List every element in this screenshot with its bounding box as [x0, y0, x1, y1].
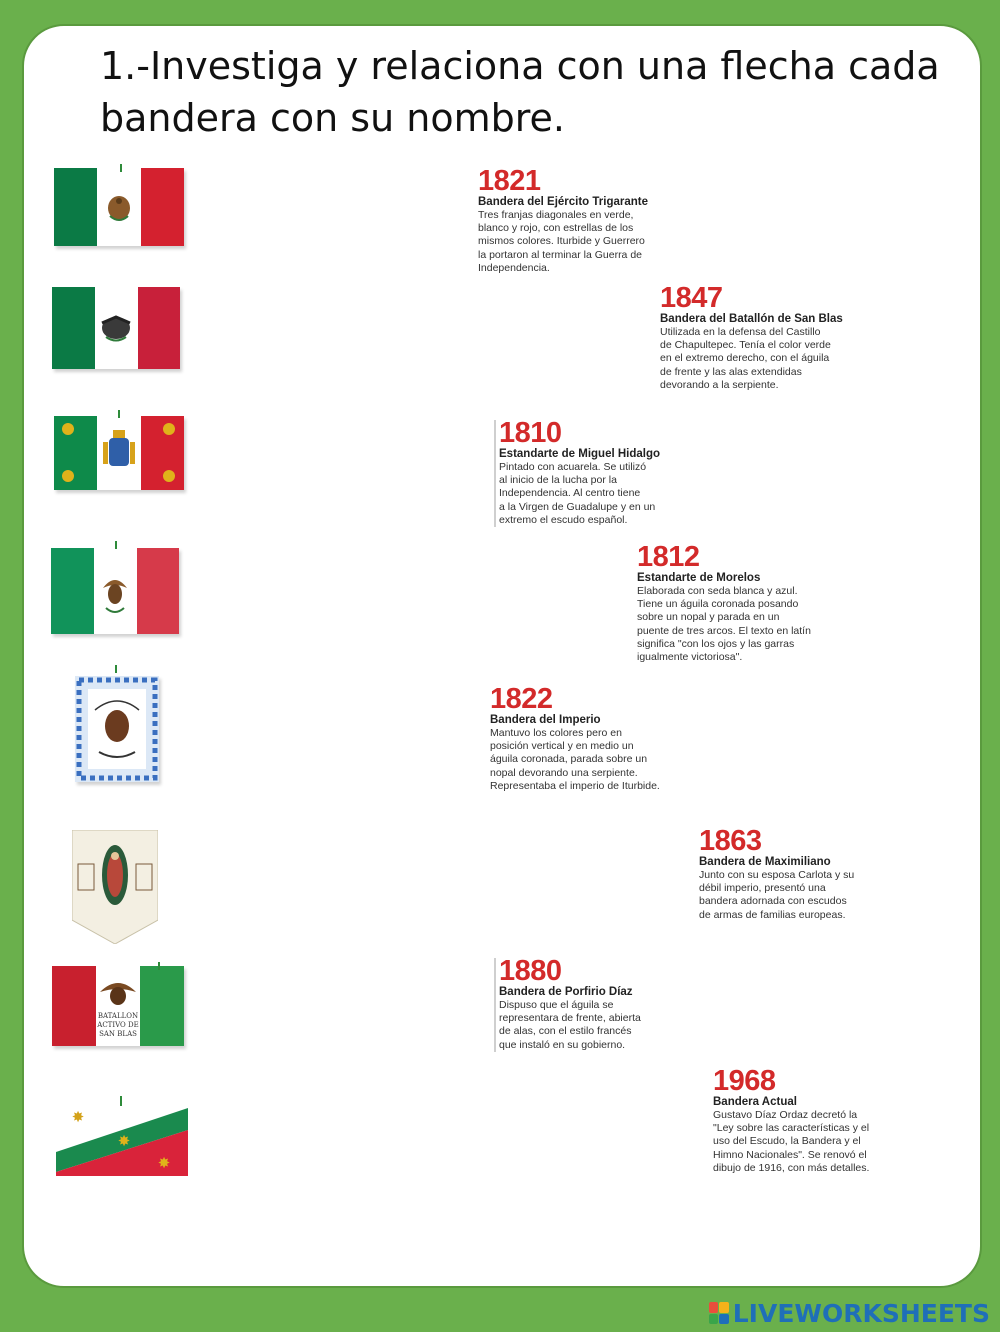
imperio-flag-icon[interactable]	[51, 548, 179, 634]
card-1821[interactable]	[478, 165, 678, 275]
modern-mexican-flag-icon[interactable]	[54, 168, 184, 246]
card-1812[interactable]	[637, 541, 837, 664]
card-year: 1812	[637, 541, 700, 573]
card-1847[interactable]	[660, 282, 870, 392]
title-line-1: 1.-Investiga y relaciona con una flecha cada	[100, 44, 940, 88]
card-name: Estandarte de Miguel Hidalgo	[499, 448, 661, 460]
card-name: Bandera Actual	[713, 1096, 797, 1108]
marker-tick	[115, 665, 117, 673]
card-name: Bandera de Porfirio Díaz	[499, 986, 633, 998]
logo-letter-l	[709, 1314, 719, 1325]
flag-text-line-2: ACTIVO DE	[97, 1021, 139, 1029]
morelos-standard-icon[interactable]	[75, 676, 159, 782]
maximiliano-flag-icon[interactable]	[54, 416, 184, 490]
card-year: 1821	[478, 165, 541, 197]
title-line-2: bandera con su nombre.	[100, 96, 565, 140]
san-blas-battalion-flag-icon[interactable]	[52, 966, 184, 1046]
instruction-title	[100, 40, 960, 144]
card-1822[interactable]	[490, 683, 690, 793]
marker-tick	[115, 541, 117, 549]
card-name: Bandera del Ejército Trigarante	[478, 196, 649, 208]
svg-text:✸: ✸	[71, 1108, 85, 1126]
porfirio-flag-icon[interactable]	[52, 287, 180, 369]
card-year: 1810	[499, 417, 562, 449]
marker-tick	[120, 164, 122, 172]
marker-tick	[120, 1096, 122, 1106]
liveworksheets-brand: LIVEWORKSHEETS	[732, 1298, 990, 1328]
svg-text:✸: ✸	[117, 1132, 131, 1150]
card-description: Pintado con acuarela. Se utilizó al inicio de la lucha por la Independencia. Al centro tiene a la Virgen de Guadalupe y en un extremo el escudo español.	[499, 461, 656, 526]
logo-letter-w	[719, 1314, 729, 1325]
card-description: Gustavo Díaz Ordaz decretó la "Ley sobre las características y el uso del Escudo, la Bandera y el Himno Nacionales". Se renovó el dibujo de 1916, con más detalles.	[713, 1109, 870, 1174]
card-description: Tres franjas diagonales en verde, blanco y rojo, con estrellas de los mismos colores. Iturbide y Guerrero la portaron al terminar la Guerra de Independencia.	[478, 209, 645, 274]
card-year: 1847	[660, 282, 723, 314]
marker-tick	[158, 962, 160, 970]
card-year: 1822	[490, 683, 553, 715]
card-name: Bandera del Imperio	[490, 714, 601, 726]
flag-text-line-1: BATALLON	[97, 1012, 139, 1020]
card-name: Bandera del Batallón de San Blas	[660, 313, 843, 325]
card-1880[interactable]	[494, 955, 674, 1052]
card-description: Elaborada con seda blanca y azul. Tiene un águila coronada posando sobre un nopal y parada en un puente de tres arcos. El texto en latín significa "con los ojos y las garras igualmente victoriosa".	[637, 585, 811, 664]
hidalgo-guadalupe-standard-icon[interactable]	[72, 830, 158, 944]
card-name: Bandera de Maximiliano	[699, 856, 831, 868]
trigarante-flag-icon[interactable]	[56, 1106, 188, 1176]
card-1863[interactable]	[699, 825, 879, 922]
card-description: Junto con su esposa Carlota y su débil imperio, presentó una bandera adornada con escudos de armas de familias europeas.	[699, 869, 855, 921]
liveworksheets-logo[interactable]	[709, 1298, 990, 1328]
marker-tick	[118, 410, 120, 418]
card-name: Estandarte de Morelos	[637, 572, 761, 584]
card-description: Mantuvo los colores pero en posición vertical y en medio un águila coronada, parada sobre un nopal devorando una serpiente. Representaba el imperio de Iturbide.	[490, 727, 660, 792]
liveworksheets-logo-icon	[709, 1302, 729, 1324]
svg-text:✸: ✸	[157, 1154, 171, 1172]
card-year: 1880	[499, 955, 562, 987]
card-1968[interactable]	[713, 1065, 903, 1175]
card-description: Dispuso que el águila se representara de frente, abierta de alas, con el estilo francés que instaló en su gobierno.	[499, 999, 641, 1051]
card-year: 1863	[699, 825, 762, 857]
card-year: 1968	[713, 1065, 776, 1097]
flag-text-line-3: SAN BLAS	[99, 1030, 137, 1038]
card-1810[interactable]	[494, 417, 689, 527]
card-description: Utilizada en la defensa del Castillo de Chapultepec. Tenía el color verde en el extremo derecho, con el águila de frente y las alas extendidas devorando a la serpiente.	[660, 326, 831, 391]
